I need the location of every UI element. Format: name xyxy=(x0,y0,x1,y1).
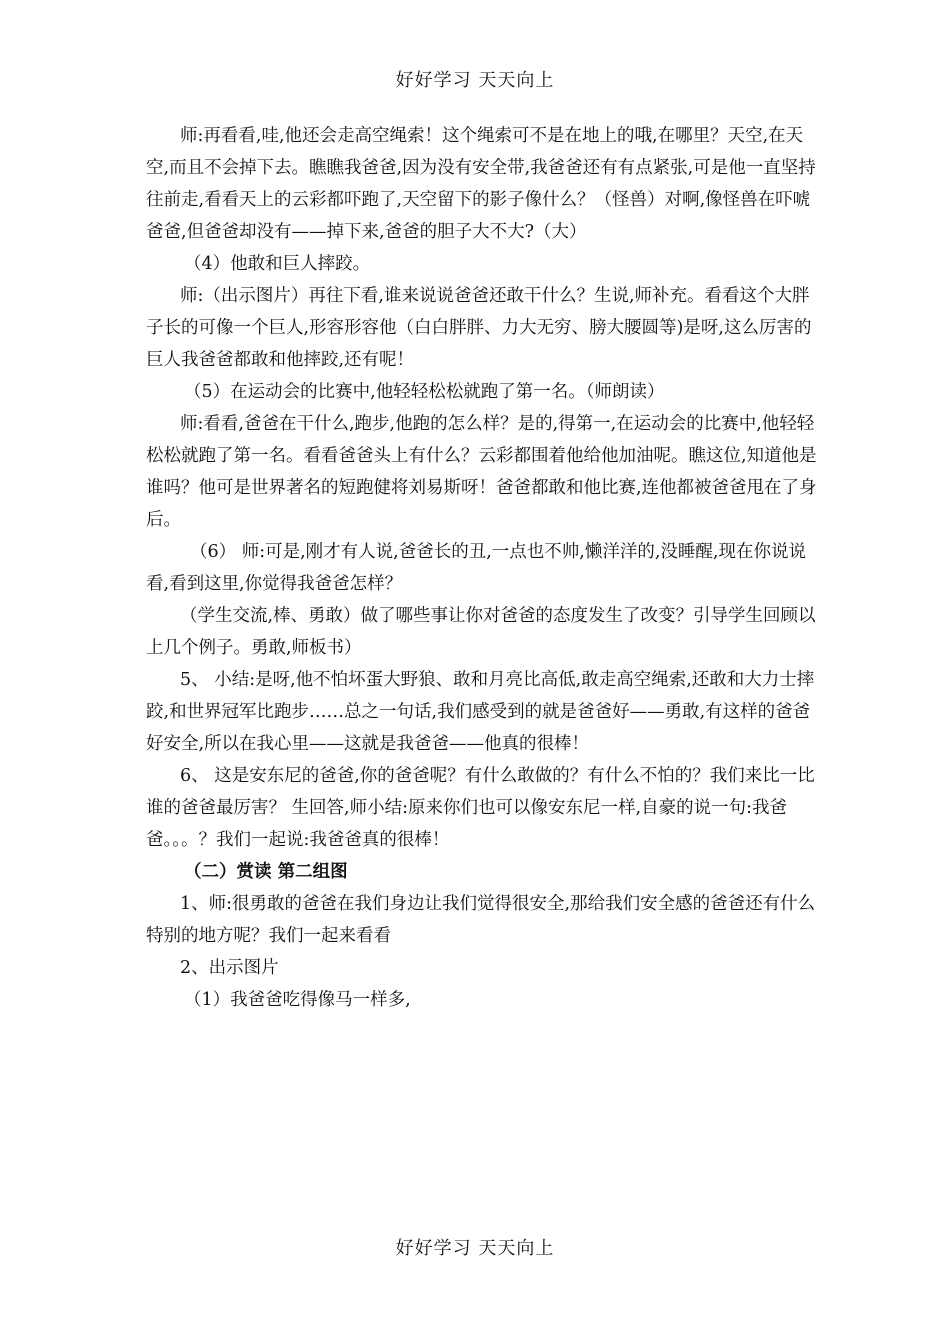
paragraph-step-2: 2、出示图片 xyxy=(180,958,279,978)
paragraph-student-discussion: （学生交流,棒、勇敢）做了哪些事让你对爸爸的态度发生了改变？引导学生回顾以上几个例子。勇敢,师板书） xyxy=(146,606,816,658)
paragraph-running: 师:看看,爸爸在干什么,跑步,他跑的怎么样？是的,得第一,在运动会的比赛中,他轻轻松松就跑了第一名。看看爸爸头上有什么？云彩都围着他给他加油呢。瞧这位,知道他是谁吗？他可是世界著名的短跑健将刘易斯呀！爸爸都敢和他比赛,连他都被爸爸甩在了身后。 xyxy=(146,414,817,530)
page-footer: 好好学习 天天向上 xyxy=(395,1238,555,1259)
section-heading: （二）赏读 第二组图 xyxy=(184,862,348,882)
paragraph-item-4: （4）他敢和巨人摔跤。 xyxy=(184,254,371,274)
paragraph-item-5: （5）在运动会的比赛中,他轻轻松松就跑了第一名。（师朗读） xyxy=(184,382,665,402)
page-header: 好好学习 天天向上 xyxy=(395,70,555,91)
paragraph-item-6: （6） 师:可是,刚才有人说,爸爸长的丑,一点也不帅,懒洋洋的,没睡醒,现在你说说看,看到这里,你觉得我爸爸怎样？ xyxy=(146,542,806,594)
paragraph-step-6: 6、 这是安东尼的爸爸,你的爸爸呢？有什么敢做的？有什么不怕的？我们来比一比谁的爸爸最厉害？ 生回答,师小结:原来你们也可以像安东尼一样,自豪的说一句:我爸爸。。。？我们一起说:我爸爸真的很棒！ xyxy=(146,766,815,850)
paragraph-tightrope: 师:再看看,哇,他还会走高空绳索！这个绳索可不是在地上的哦,在哪里？天空,在天空,而且不会掉下去。瞧瞧我爸爸,因为没有安全带,我爸爸还有有点紧张,可是他一直坚持往前走,看看天上的云彩都吓跑了,天空留下的影子像什么？（怪兽）对啊,像怪兽在吓唬爸爸,但爸爸却没有——掉下来,爸爸的胆子大不大?（大） xyxy=(146,126,816,242)
paragraph-wrestling: 师:（出示图片）再往下看,谁来说说爸爸还敢干什么？生说,师补充。看看这个大胖子长的可像一个巨人,形容形容他（白白胖胖、力大无穷、膀大腰圆等)是呀,这么厉害的巨人我爸爸都敢和他摔跤,还有呢！ xyxy=(146,286,812,370)
paragraph-summary-5: 5、 小结:是呀,他不怕坏蛋大野狼、敢和月亮比高低,敢走高空绳索,还敢和大力士摔跤,和世界冠军比跑步……总之一句话,我们感受到的就是爸爸好——勇敢,有这样的爸爸好安全,所以在我心里——这就是我爸爸——他真的很棒！ xyxy=(146,670,815,754)
paragraph-step-1: 1、师:很勇敢的爸爸在我们身边让我们觉得很安全,那给我们安全感的爸爸还有什么特别的地方呢？我们一起来看看 xyxy=(146,894,816,946)
paragraph-item-1: （1）我爸爸吃得像马一样多, xyxy=(184,990,411,1010)
document-body xyxy=(146,120,826,1016)
